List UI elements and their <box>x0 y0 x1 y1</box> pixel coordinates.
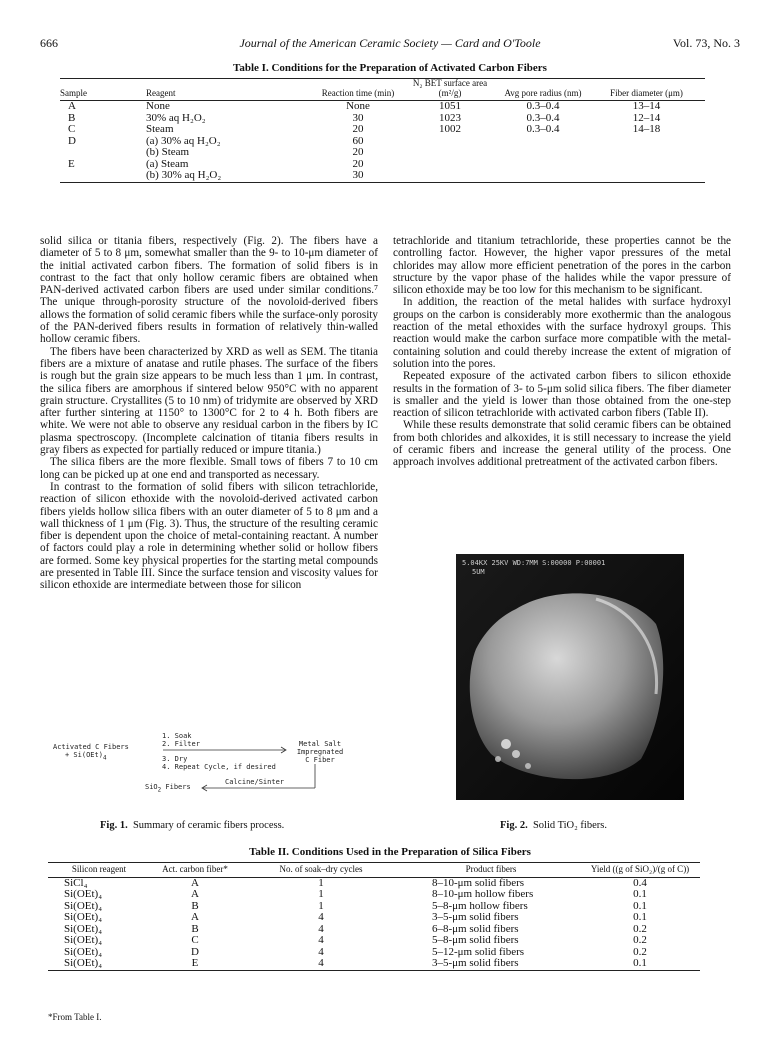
left-column-text <box>40 235 378 592</box>
t1-cell: (a) 30% aq H₂O₂ <box>146 134 221 147</box>
t1-cell <box>588 136 705 148</box>
t1-header: Reaction time (min) <box>321 87 395 98</box>
t2-row <box>48 912 700 924</box>
t1-cell: A <box>68 100 76 112</box>
t2-cell: 0.4 <box>633 876 647 889</box>
t2-header: Silicon reagent <box>71 864 127 874</box>
t2-cell: A <box>191 876 199 889</box>
t1-cell: None <box>146 100 170 112</box>
fig1-right-label: Metal Salt Impregnated C Fiber <box>296 740 344 764</box>
t1-cell <box>498 170 588 182</box>
t1-cell <box>498 147 588 159</box>
table2-footnote: *From Table I. <box>48 1012 102 1022</box>
fig1-caption: Fig. 1. Summary of ceramic fibers process. <box>100 820 285 831</box>
t2-cell: A <box>191 888 199 900</box>
t2-cell: 0.1 <box>633 957 647 969</box>
t1-cell <box>60 170 146 182</box>
table2 <box>48 862 700 971</box>
t1-cell: 0.3–0.4 <box>526 123 560 135</box>
t1-cell: 20 <box>352 123 364 135</box>
t2-cell: E <box>191 957 199 969</box>
journal-title: Journal of the American Ceramic Society — Card and O'Toole <box>239 36 541 50</box>
paragraph: The silica fibers are the more flexible. Small tows of fibers 7 to 10 cm long can be picked up at one end and transported as necessary. <box>40 456 378 481</box>
t1-cell <box>498 136 588 148</box>
t2-cell: 8–10-μm hollow fibers <box>432 888 534 900</box>
fig2-micrograph <box>456 554 684 800</box>
t1-cell: 20 <box>352 146 364 158</box>
t2-cell: Si(OEt)₄ <box>64 957 103 969</box>
t1-cell: (a) Steam <box>146 157 189 170</box>
fig1-step1: 1. Soak <box>162 732 192 740</box>
t2-cell: 1 <box>318 899 324 912</box>
t1-cell: Steam <box>146 123 174 135</box>
t2-cell: 0.1 <box>633 911 647 923</box>
fig1-step3: 3. Dry <box>162 755 188 763</box>
t1-cell <box>588 159 705 171</box>
t2-cell: Si(OEt)₄ <box>64 945 103 958</box>
t1-cell <box>498 159 588 171</box>
t2-cell: 0.1 <box>633 888 647 900</box>
volume-info: Vol. 73, No. 3 <box>672 36 740 50</box>
t1-row <box>60 147 705 159</box>
t2-cell: Si(OEt)₄ <box>64 911 103 923</box>
t2-cell: Si(OEt)₄ <box>64 934 103 946</box>
t2-header: Act. carbon fiber* <box>162 864 228 874</box>
t1-header: Sample <box>60 87 87 98</box>
t1-cell: C <box>68 123 76 135</box>
t1-cell: 1051 <box>439 100 461 112</box>
t2-cell: D <box>191 945 199 958</box>
fig1-diagram <box>45 733 375 813</box>
t1-cell: 30 <box>352 111 364 124</box>
fig1-left-label-1: Activated C Fibers <box>53 743 129 751</box>
t2-row <box>48 924 700 936</box>
fig1-bottom-label: SiO$_2$ Fibers <box>145 783 191 794</box>
t2-row <box>48 935 700 947</box>
t1-cell: 20 <box>352 157 364 170</box>
t2-cell: 5–8-μm solid fibers <box>432 934 519 946</box>
t1-cell: (b) Steam <box>146 146 190 158</box>
t1-cell: 1002 <box>439 123 461 135</box>
fig1-step4: 4. Repeat Cycle, if desired <box>162 763 276 771</box>
t2-cell: 6–8-μm solid fibers <box>432 922 519 935</box>
t2-cell: 4 <box>318 911 324 923</box>
t1-cell: (b) 30% aq H₂O₂ <box>146 169 222 181</box>
fig1-calcine-label: Calcine/Sinter <box>225 778 285 786</box>
t1-row <box>60 101 705 113</box>
t2-row <box>48 877 700 889</box>
t1-cell: E <box>68 157 75 170</box>
t1-cell: 60 <box>352 134 364 147</box>
t1-header: Fiber diameter (μm) <box>610 87 683 98</box>
t2-cell: 0.2 <box>633 934 647 946</box>
fig2-banner: 5.04KX 25KV WD:7MM S:00000 P:00001 <box>462 559 606 567</box>
paragraph: Repeated exposure of the activated carbon fibers to silicon ethoxide results in the formation of 3- to 5-μm solid silica fibers. The fiber diameter is smaller and the yield is lower than those obtained from the one-step reaction of silicon tetrachloride with activated carbon fibers (Table II). <box>393 370 731 420</box>
paragraph: solid silica or titania fibers, respectively (Fig. 2). The fibers have a diameter of 5 to 8 μm, somewhat smaller than the 9- to 10-μm diameter of the initial activated carbon fibers. The formation of solid fibers is in contrast to the fact that only hollow ceramic fibers are obtained when PAN-derived activated carbon fibers are used under similar conditions.⁷ The unique through-porosity structure of the novoloid-derived fibers allows the formation of solid ceramic fibers while the surface-only porosity of the PAN-derived fibers results in formation of relatively thin-walled hollow ceramic fibers. <box>40 235 379 346</box>
t2-cell: Si(OEt)₄ <box>64 888 103 900</box>
t1-cell: D <box>68 134 76 147</box>
t2-cell: 5–8-μm hollow fibers <box>432 899 528 912</box>
t1-cell <box>588 170 705 182</box>
paragraph: tetrachloride and titanium tetrachloride, these properties cannot be the controlling factor. However, the higher vapor pressures of the metal chlorides may allow more efficient penetration of the pores in the carbon structure by the vapor phase of the halides while the vapor pressure of silicon ethoxide may be too low for this mechanism to be significant. <box>393 235 731 297</box>
running-header <box>40 36 740 52</box>
t2-header: Yield ((g of SiO₂)/(g of C)) <box>590 864 690 874</box>
paragraph: The fibers have been characterized by XRD as well as SEM. The titania fibers are a mixture of anatase and rutile phases. The surface of the fibers is rough but the grain size appears to be much less than 1 μm. In contrast, the silica fibers are amorphous if sintered below 950°C with no apparent grain structure. Crystallites (5 to 10 nm) of tridymite are observed by XRD after further sintering at 1150° to 1300°C for 2 to 4 h. Both fibers are white. We were not able to observe any residual carbon in the fibers by IC plasma spectroscopy. (Incomplete calcination of titania fibers results in gray fibers as expected for partially reduced or impure titania.) <box>40 345 378 457</box>
t2-cell: 1 <box>318 876 324 889</box>
t1-cell <box>588 147 705 159</box>
t2-cell: B <box>191 899 199 912</box>
t1-header: Avg pore radius (nm) <box>504 87 582 98</box>
t1-cell: 13–14 <box>632 100 661 112</box>
t1-cell: 30 <box>352 169 364 181</box>
t2-row <box>48 901 700 913</box>
table1 <box>60 78 705 183</box>
t2-header: No. of soak–dry cycles <box>279 864 363 874</box>
t2-cell: Si(OEt)₄ <box>64 922 103 935</box>
t2-cell: 4 <box>318 945 324 958</box>
paragraph: In addition, the reaction of the metal halides with surface hydroxyl groups on the carbon is considerably more exothermic than the analogous reaction of the metal ethoxides with the surface hydroxyl groups. This reaction would make the carbon surface more compatible with the metal-containing solution and could thereby increase the extent of migration of solution into the pores. <box>393 296 731 370</box>
t2-cell: B <box>191 922 199 935</box>
t1-cell: B <box>68 111 76 124</box>
t2-cell: 3–5-μm solid fibers <box>432 911 519 923</box>
t2-cell: 0.2 <box>633 945 647 958</box>
fig2-scale: 5UM <box>472 568 485 576</box>
paragraph: While these results demonstrate that solid ceramic fibers can be obtained from both chlorides and alkoxides, it is still necessary to increase the yield of ceramic fibers and increase the general utility of the process. One approach involves additional pretreatment of the activated carbon fibers. <box>393 419 731 469</box>
t1-cell <box>402 136 498 148</box>
t2-cell: A <box>191 911 199 923</box>
right-column-text <box>393 235 731 469</box>
fig2-caption: Fig. 2. Solid TiO₂ fibers. <box>500 820 607 831</box>
t2-cell: C <box>191 934 199 946</box>
t1-cell <box>60 147 146 159</box>
t2-cell: 8–10-μm solid fibers <box>432 876 525 889</box>
table1-caption: Table I. Conditions for the Preparation of Activated Carbon Fibers <box>233 62 547 74</box>
t2-row <box>48 958 700 970</box>
t2-header: Product fibers <box>465 864 517 874</box>
t2-cell: SiCl₄ <box>64 876 88 889</box>
t1-cell: 0.3–0.4 <box>526 111 560 124</box>
t1-cell: 14–18 <box>632 123 661 135</box>
t1-header: N₂ BET surface area (m²/g) <box>412 78 488 98</box>
t1-cell: 1023 <box>439 111 461 124</box>
t2-row <box>48 889 700 901</box>
t1-cell: 12–14 <box>632 111 661 124</box>
t1-cell: None <box>346 100 370 112</box>
table2-caption: Table II. Conditions Used in the Preparation of Silica Fibers <box>249 846 531 858</box>
t2-cell: 5–12-μm solid fibers <box>432 945 525 958</box>
t1-row <box>60 124 705 136</box>
page-number: 666 <box>40 36 58 50</box>
t1-header: Reagent <box>146 87 176 98</box>
t2-cell: 3–5-μm solid fibers <box>432 957 519 969</box>
t1-cell <box>402 159 498 171</box>
t1-cell: 0.3–0.4 <box>526 100 560 112</box>
t1-row <box>60 170 705 182</box>
t2-cell: 0.2 <box>633 922 647 935</box>
fig1-step2: 2. Filter <box>162 740 200 748</box>
t2-row <box>48 947 700 959</box>
t2-cell: 1 <box>318 888 324 900</box>
fig2-sem-image <box>456 554 684 800</box>
t2-cell: 4 <box>318 934 324 946</box>
t2-cell: 4 <box>318 922 324 935</box>
t1-cell <box>402 170 498 182</box>
t2-cell: Si(OEt)₄ <box>64 899 103 912</box>
paragraph: In contrast to the formation of solid fibers with silicon tetrachloride, reaction of silicon ethoxide with the novoloid-derived activated carbon fibers yields hollow silica fibers with an outer diameter of 5 to 8 μm and a wall thickness of 1 μm (Fig. 3). Thus, the structure of the resulting ceramic fiber is dependent upon the choice of metal-containing reactant. A number of factors could play a role in determining whether solid or hollow fibers are formed. Some key physical properties for the starting metal compounds are presented in Table III. Since the surface tension and viscosity values for silicon ethoxide are intermediate between those for silicon <box>40 480 378 592</box>
t1-cell <box>402 147 498 159</box>
t2-cell: 4 <box>318 957 324 969</box>
fig1-left-label-2: + $Si(OEt)_4$ <box>65 751 107 762</box>
t1-cell: 30% aq H₂O₂ <box>146 111 206 124</box>
t2-cell: 0.1 <box>633 899 647 912</box>
